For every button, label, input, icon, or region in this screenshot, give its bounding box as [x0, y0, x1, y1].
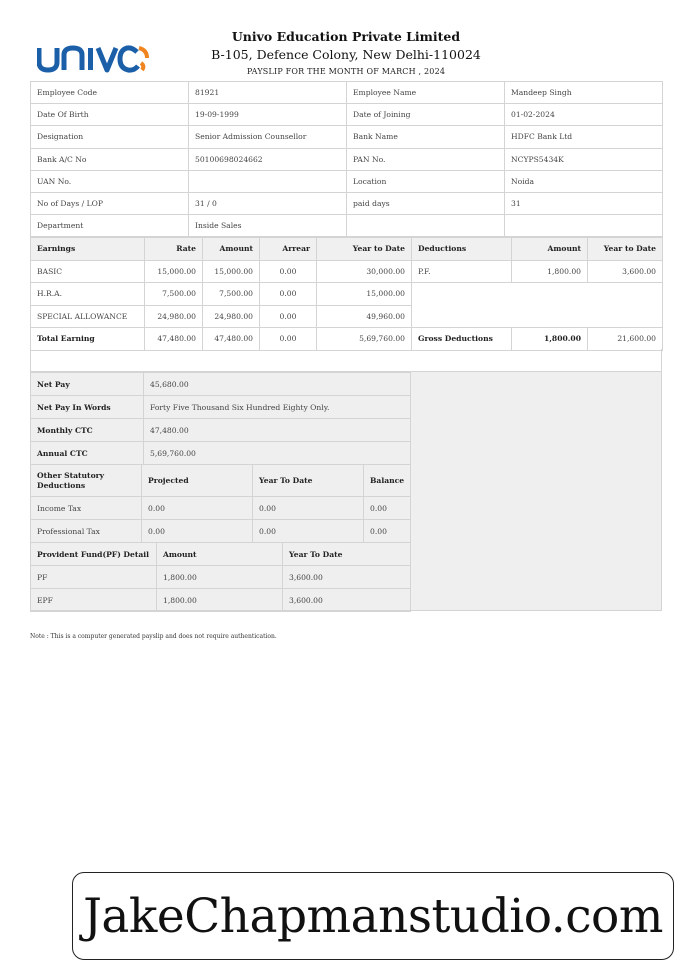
earning-rate: 7,500.00	[145, 283, 203, 306]
net-pay-words-value: Forty Five Thousand Six Hundred Eighty Only.	[144, 396, 411, 419]
info-value: 31 / 0	[189, 192, 347, 214]
earning-amount: 7,500.00	[203, 283, 260, 306]
statutory-row	[31, 497, 411, 520]
info-label: Location	[347, 170, 505, 192]
info-value: HDFC Bank Ltd	[505, 126, 663, 148]
statutory-header-row	[31, 465, 411, 497]
statutory-projected: 0.00	[142, 520, 253, 543]
earning-arrear: 0.00	[260, 283, 317, 306]
summary-row	[31, 373, 411, 396]
pf-header-row	[31, 543, 411, 566]
deduction-ytd: 3,600.00	[588, 260, 663, 283]
pf-amount-col-header: Amount	[157, 543, 283, 566]
info-value: 50100698024662	[189, 148, 347, 170]
summary-row	[31, 419, 411, 442]
pf-name: EPF	[31, 589, 157, 612]
info-label: No of Days / LOP	[31, 192, 189, 214]
earning-ytd: 15,000.00	[317, 283, 412, 306]
watermark-banner	[72, 872, 674, 960]
gross-deductions-label: Gross Deductions	[412, 328, 512, 351]
deductions-col-header: Deductions	[412, 238, 512, 261]
net-pay-words-label: Net Pay In Words	[31, 396, 144, 419]
earning-rate: 24,980.00	[145, 305, 203, 328]
pf-ytd-col-header: Year To Date	[283, 543, 411, 566]
employee-info-row	[31, 148, 663, 170]
info-value: Mandeep Singh	[505, 82, 663, 104]
employee-info-table	[30, 81, 663, 237]
earnings-header-row	[31, 238, 663, 261]
summary-row	[31, 442, 411, 465]
info-label: Employee Code	[31, 82, 189, 104]
pf-detail-table	[30, 542, 411, 612]
earnings-table	[30, 237, 663, 351]
authentication-note: Note : This is a computer generated payslip and does not require authentication.	[30, 633, 277, 640]
info-label: Date Of Birth	[31, 104, 189, 126]
info-label: Date of Joining	[347, 104, 505, 126]
earning-rate: 15,000.00	[145, 260, 203, 283]
info-value: Inside Sales	[189, 215, 347, 237]
employee-info-row	[31, 170, 663, 192]
earnings-col-header: Earnings	[31, 238, 145, 261]
pf-amount: 1,800.00	[157, 566, 283, 589]
earning-arrear: 0.00	[260, 260, 317, 283]
deduction-amount-col-header: Amount	[512, 238, 588, 261]
total-ytd: 5,69,760.00	[317, 328, 412, 351]
statutory-balance: 0.00	[364, 497, 411, 520]
info-label: Designation	[31, 126, 189, 148]
statutory-ytd: 0.00	[253, 497, 364, 520]
pf-col-header: Provident Fund(PF) Detail	[31, 543, 157, 566]
pf-row	[31, 566, 411, 589]
rate-col-header: Rate	[145, 238, 203, 261]
earning-name: SPECIAL ALLOWANCE	[31, 305, 145, 328]
company-address: B-105, Defence Colony, New Delhi-110024	[211, 47, 481, 62]
ytd-col-header: Year to Date	[317, 238, 412, 261]
annual-ctc-label: Annual CTC	[31, 442, 144, 465]
earnings-row	[31, 260, 663, 283]
statutory-name: Professional Tax	[31, 520, 142, 543]
earnings-row	[31, 283, 663, 306]
deduction-ytd-col-header: Year to Date	[588, 238, 663, 261]
total-amount: 47,480.00	[203, 328, 260, 351]
info-label: paid days	[347, 192, 505, 214]
net-pay-label: Net Pay	[31, 373, 144, 396]
info-value: Senior Admission Counsellor	[189, 126, 347, 148]
earning-amount: 24,980.00	[203, 305, 260, 328]
info-label: Bank Name	[347, 126, 505, 148]
employee-info-row	[31, 104, 663, 126]
total-earning-label: Total Earning	[31, 328, 145, 351]
total-rate: 47,480.00	[145, 328, 203, 351]
info-label	[347, 215, 505, 237]
amount-col-header: Amount	[203, 238, 260, 261]
projected-col-header: Projected	[142, 465, 253, 497]
annual-ctc-value: 5,69,760.00	[144, 442, 411, 465]
pf-name: PF	[31, 566, 157, 589]
info-label: Employee Name	[347, 82, 505, 104]
employee-info-row	[31, 82, 663, 104]
info-label: PAN No.	[347, 148, 505, 170]
earning-name: H.R.A.	[31, 283, 145, 306]
monthly-ctc-label: Monthly CTC	[31, 419, 144, 442]
deduction-name: P.F.	[412, 260, 512, 283]
statutory-balance: 0.00	[364, 520, 411, 543]
balance-col-header: Balance	[364, 465, 411, 497]
info-value	[189, 170, 347, 192]
info-value: 19-09-1999	[189, 104, 347, 126]
statutory-name: Income Tax	[31, 497, 142, 520]
earning-amount: 15,000.00	[203, 260, 260, 283]
statutory-ytd: 0.00	[253, 520, 364, 543]
statutory-col-header: Other Statutory Deductions	[31, 465, 142, 497]
total-row	[31, 328, 663, 351]
payslip-period: PAYSLIP FOR THE MONTH OF MARCH , 2024	[246, 67, 446, 76]
info-label: UAN No.	[31, 170, 189, 192]
info-value: NCYPS5434K	[505, 148, 663, 170]
watermark-text: JakeChapmanstudio.com	[83, 888, 663, 944]
statutory-deductions-table	[30, 464, 411, 543]
spacer-row	[30, 349, 662, 372]
net-pay-value: 45,680.00	[144, 373, 411, 396]
gross-deductions-amount: 1,800.00	[512, 328, 588, 351]
info-value: 01-02-2024	[505, 104, 663, 126]
gross-deductions-ytd: 21,600.00	[588, 328, 663, 351]
empty-deduction-cell	[412, 283, 663, 328]
statutory-projected: 0.00	[142, 497, 253, 520]
pf-ytd: 3,600.00	[283, 589, 411, 612]
net-pay-table	[30, 372, 411, 465]
total-arrear: 0.00	[260, 328, 317, 351]
info-value: 81921	[189, 82, 347, 104]
info-label: Department	[31, 215, 189, 237]
arrear-col-header: Arrear	[260, 238, 317, 261]
earning-ytd: 49,960.00	[317, 305, 412, 328]
statutory-ytd-col-header: Year To Date	[253, 465, 364, 497]
summary-row	[31, 396, 411, 419]
monthly-ctc-value: 47,480.00	[144, 419, 411, 442]
earning-name: BASIC	[31, 260, 145, 283]
pf-ytd: 3,600.00	[283, 566, 411, 589]
employee-info-row	[31, 126, 663, 148]
info-value: Noida	[505, 170, 663, 192]
info-value: 31	[505, 192, 663, 214]
info-value	[505, 215, 663, 237]
employee-info-row	[31, 215, 663, 237]
info-label: Bank A/C No	[31, 148, 189, 170]
earning-ytd: 30,000.00	[317, 260, 412, 283]
pf-row	[31, 589, 411, 612]
employee-info-row	[31, 192, 663, 214]
company-name: Univo Education Private Limited	[231, 29, 461, 44]
pf-amount: 1,800.00	[157, 589, 283, 612]
statutory-row	[31, 520, 411, 543]
earning-arrear: 0.00	[260, 305, 317, 328]
deduction-amount: 1,800.00	[512, 260, 588, 283]
